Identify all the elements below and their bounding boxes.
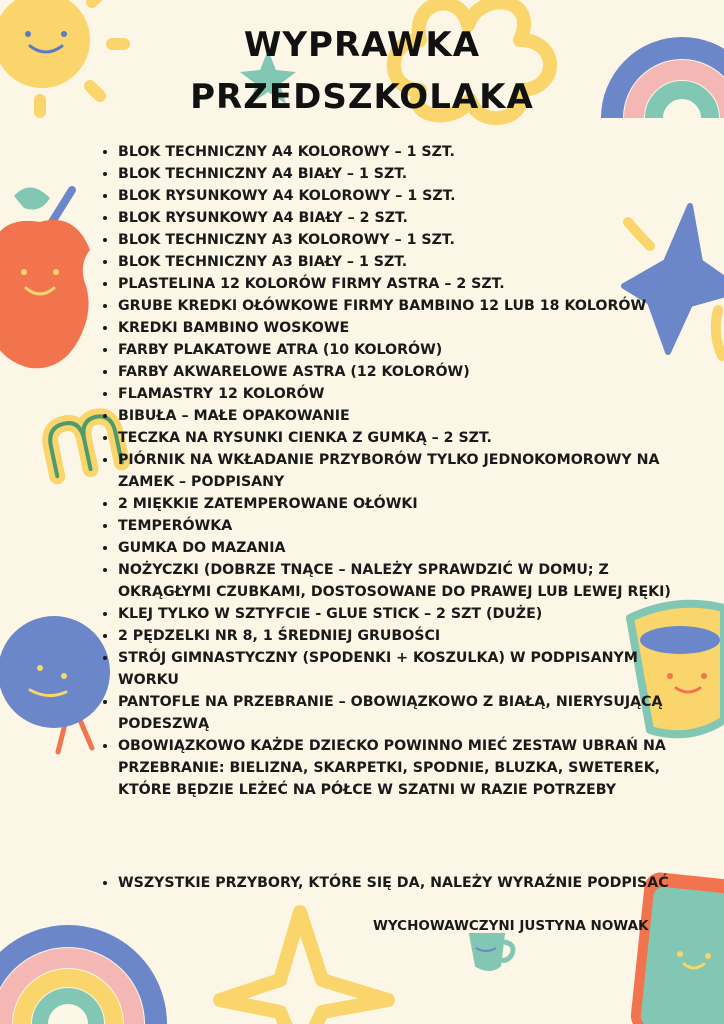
- list-item: • FLAMASTRY 12 KOLORÓW: [118, 383, 678, 405]
- list-item: • 2 MIĘKKIE ZATEMPEROWANE OŁÓWKI: [118, 493, 678, 515]
- list-item: • KREDKI BAMBINO WOSKOWE: [118, 317, 678, 339]
- rainbow-bottom-icon: [0, 936, 156, 1024]
- list-item: • BIBUŁA – MAŁE OPAKOWANIE: [118, 405, 678, 427]
- list-item: • FARBY PLAKATOWE ATRA (10 KOLORÓW): [118, 339, 678, 361]
- list-item: • BLOK TECHNICZNY A4 BIAŁY – 1 SZT.: [118, 163, 678, 185]
- page-title-line-2: PRZEDSZKOLAKA: [190, 77, 534, 117]
- list-item: • BLOK TECHNICZNY A4 KOLOROWY – 1 SZT.: [118, 141, 678, 163]
- list-item: • BLOK RYSUNKOWY A4 BIAŁY – 2 SZT.: [118, 207, 678, 229]
- blue-ball-icon: [0, 616, 110, 752]
- list-item: • 2 PĘDZELKI NR 8, 1 ŚREDNIEJ GRUBOŚCI: [118, 625, 678, 647]
- list-item: • PLASTELINA 12 KOLORÓW FIRMY ASTRA – 2 SZT.: [118, 273, 678, 295]
- mug-icon: [470, 934, 513, 970]
- list-item: • FARBY AKWARELOWE ASTRA (12 KOLORÓW): [118, 361, 678, 383]
- page-title-line-1: WYPRAWKA: [243, 25, 481, 65]
- starburst-icon: [220, 912, 388, 1024]
- list-item: • GRUBE KREDKI OŁÓWKOWE FIRMY BAMBINO 12 LUB 18 KOLORÓW: [118, 295, 678, 317]
- list-item: • BLOK TECHNICZNY A3 BIAŁY – 1 SZT.: [118, 251, 678, 273]
- signature: WYCHOWAWCZYNI JUSTYNA NOWAK: [373, 918, 649, 934]
- list-item: • PIÓRNIK NA WKŁADANIE PRZYBORÓW TYLKO JEDNOKOMOROWY NA ZAMEK – PODPISANY: [118, 449, 678, 493]
- list-item: • OBOWIĄZKOWO KAŻDE DZIECKO POWINNO MIEĆ ZESTAW UBRAŃ NA PRZEBRANIE: BIELIZNA, SKARPETKI, SPODNIE, BLUZKA, SWETEREK, KTÓRE BĘDZIE LEŻEĆ NA PÓŁCE W SZATNI W RAZIE POTRZEBY: [118, 735, 678, 801]
- list-item: • BLOK RYSUNKOWY A4 KOLOROWY – 1 SZT.: [118, 185, 678, 207]
- note-item: • WSZYSTKIE PRZYBORY, KTÓRE SIĘ DA, NALEŻY WYRAŹNIE PODPISAĆ: [118, 872, 678, 894]
- note-list: [100, 872, 678, 894]
- list-item: • NOŻYCZKI (DOBRZE TNĄCE – NALEŻY SPRAWDZIĆ W DOMU; Z OKRĄGŁYMI CZUBKAMI, DOSTOSOWANE DO PRAWEJ LUB LEWEJ RĘKI): [118, 559, 678, 603]
- supplies-list: [100, 141, 678, 801]
- list-item: • KLEJ TYLKO W SZTYFCIE - GLUE STICK – 2 SZT (DUŻE): [118, 603, 678, 625]
- list-item: • BLOK TECHNICZNY A3 KOLOROWY – 1 SZT.: [118, 229, 678, 251]
- list-item: • PANTOFLE NA PRZEBRANIE – OBOWIĄZKOWO Z BIAŁĄ, NIERYSUJĄCĄ PODESZWĄ: [118, 691, 678, 735]
- apple-icon: [0, 187, 90, 368]
- list-item: • TECZKA NA RYSUNKI CIENKA Z GUMKĄ – 2 SZT.: [118, 427, 678, 449]
- list-item: • STRÓJ GIMNASTYCZNY (SPODENKI + KOSZULKA) W PODPISANYM WORKU: [118, 647, 678, 691]
- list-item: • GUMKA DO MAZANIA: [118, 537, 678, 559]
- list-item: • TEMPERÓWKA: [118, 515, 678, 537]
